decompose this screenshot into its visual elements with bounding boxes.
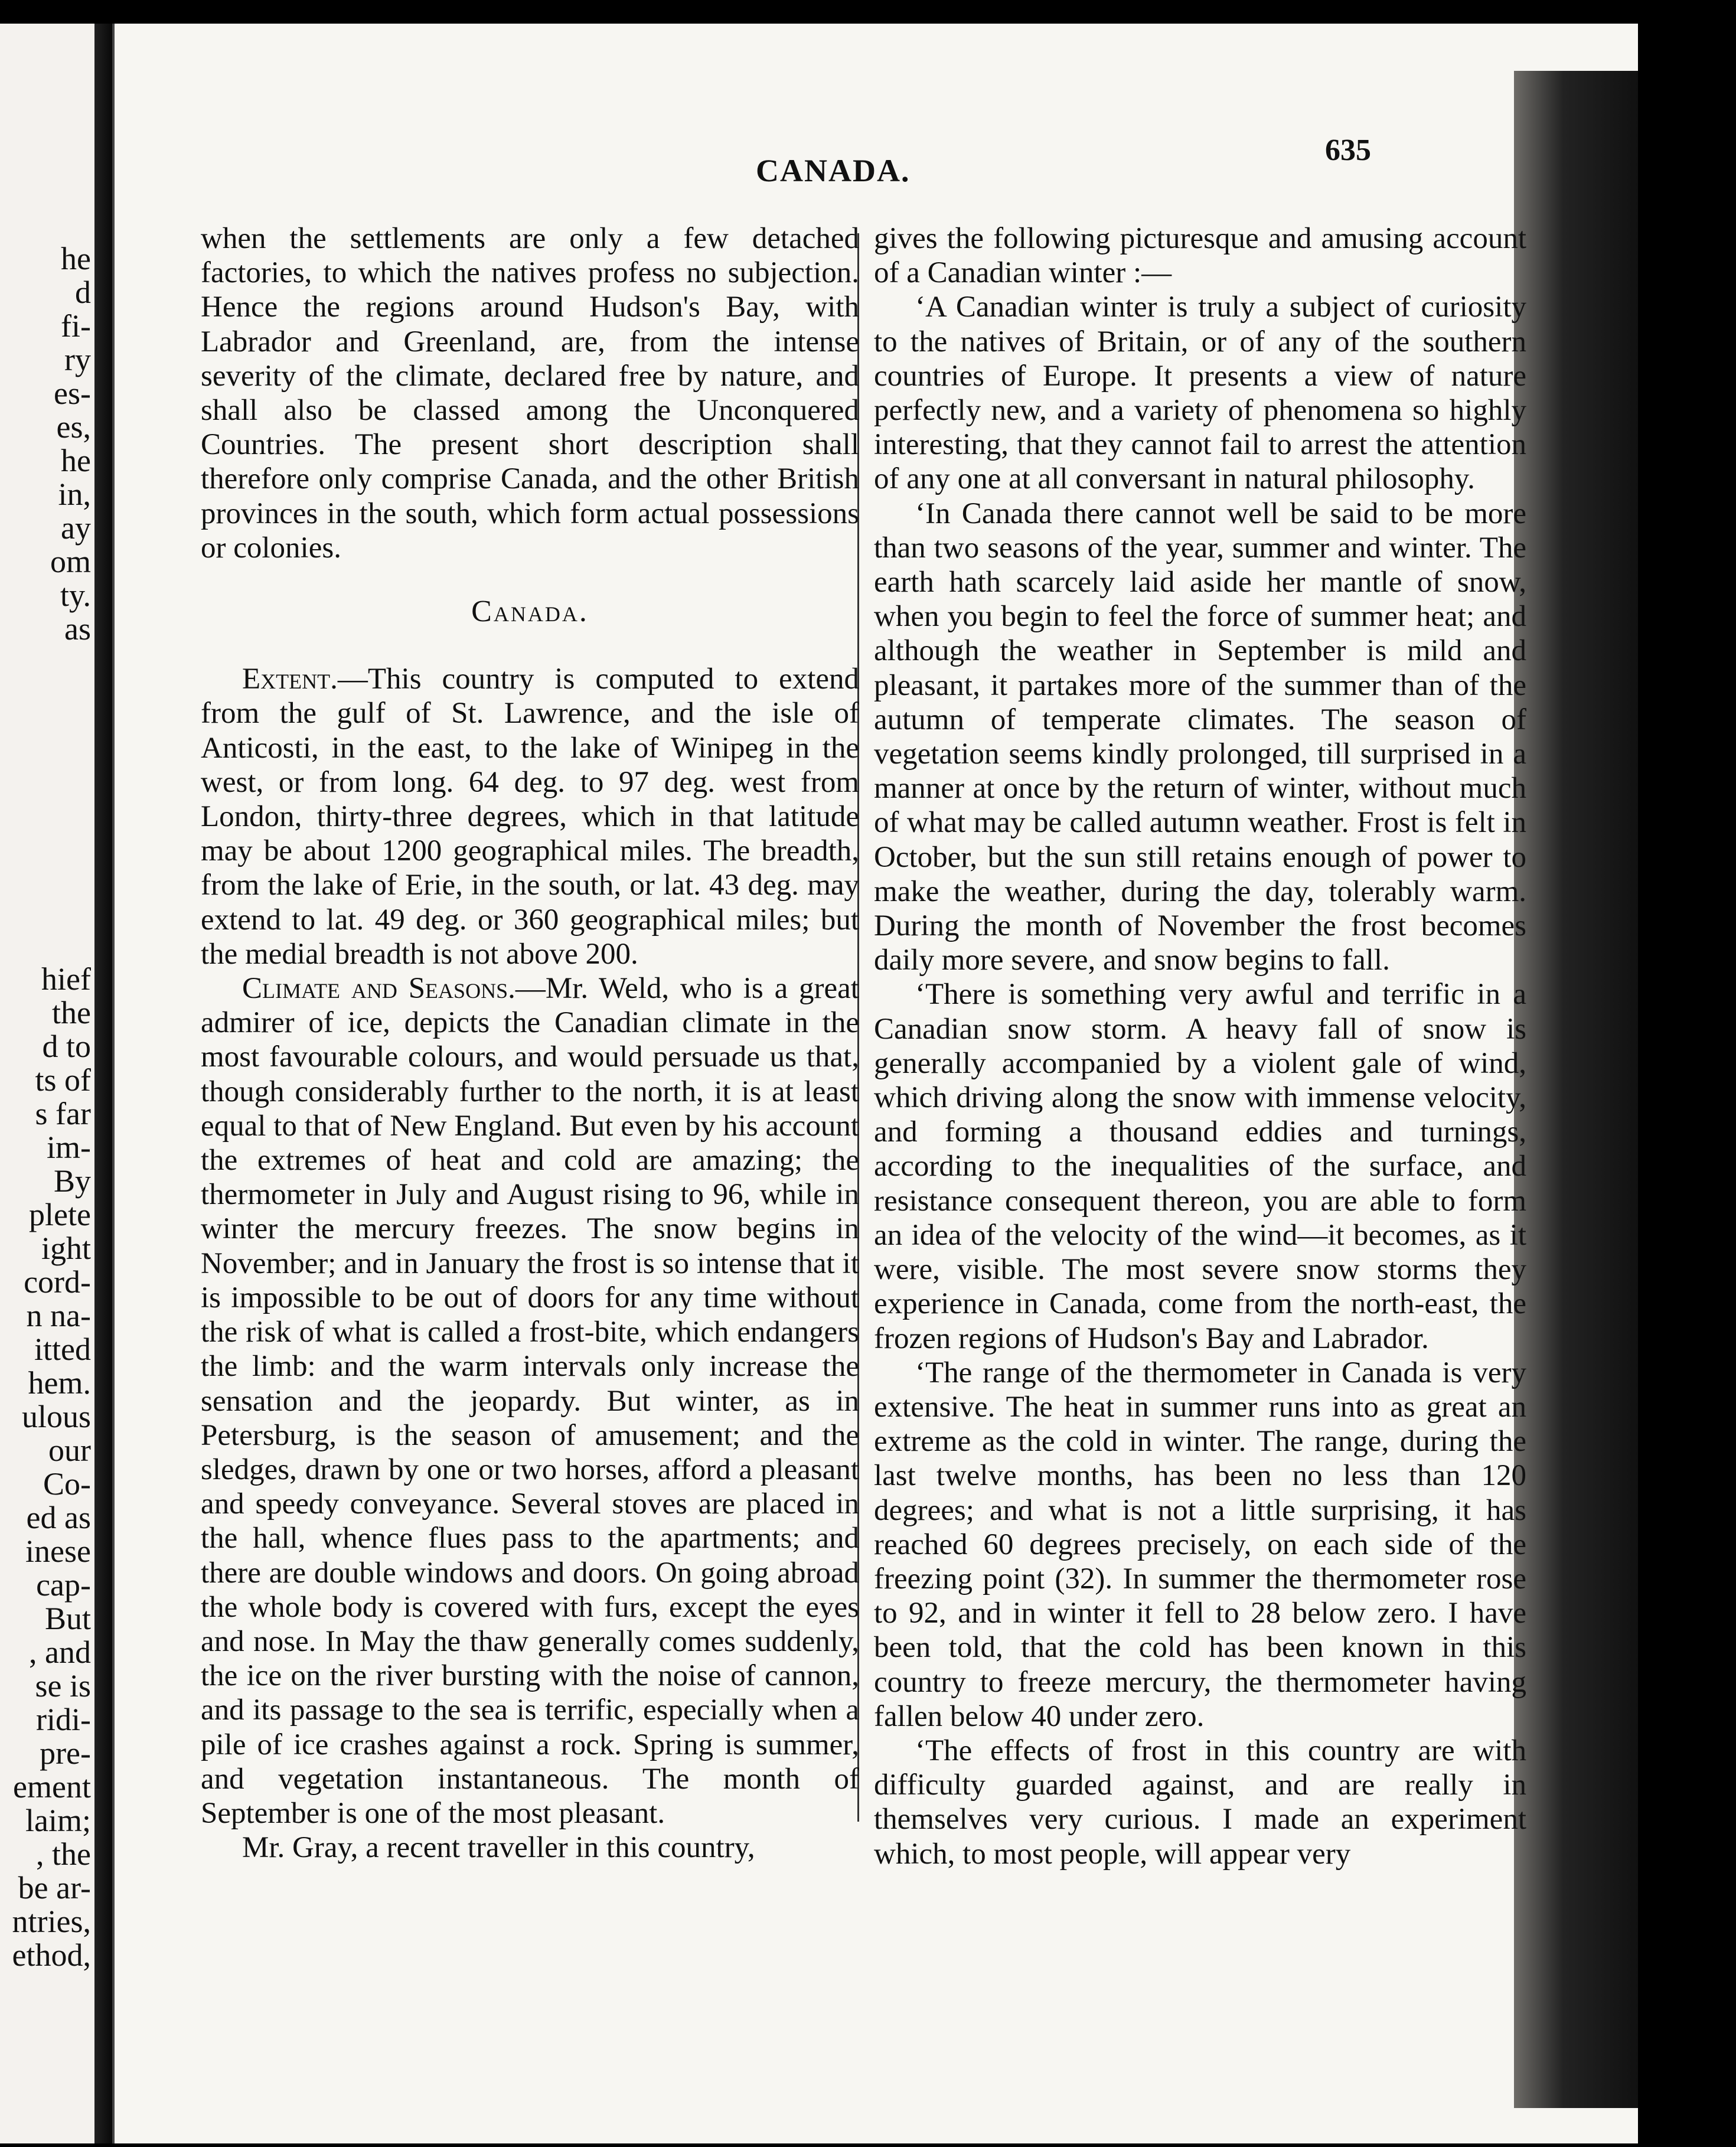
left-page-fragment-line: ed as: [26, 1500, 91, 1535]
left-page-fragment-line: ulous: [21, 1399, 91, 1434]
left-page-fragment-line: ement: [13, 1769, 91, 1805]
left-column: [201, 221, 859, 1865]
left-page-fragment-line: om: [50, 544, 91, 579]
quote-intro-paragraph: gives the following picturesque and amusing account of a Canadian winter :—: [874, 222, 1526, 290]
left-page-fragment-line: By: [53, 1163, 91, 1199]
left-page-fragment-line: But: [44, 1601, 91, 1636]
page-number: 635: [1325, 133, 1371, 167]
quote-paragraph-4: ‘The range of the thermometer in Canada is very extensive. The heat in summer runs into as great an extreme as the cold in winter. The range, during the last twelve months, has been no less than 120 degrees; and what is not a little surprising, it has reached 60 degrees precisely, on each side of the freezing point (32). In summer the thermometer rose to 92, and in winter it fell to 28 below zero. I have been told, that the cold has been known in this country to freeze mercury, the thermometer having fallen below 40 under zero.: [874, 1356, 1526, 1733]
left-page-fragment-line: plete: [29, 1197, 91, 1232]
right-column: [874, 221, 1526, 1871]
left-page-fragment-line: d: [75, 275, 91, 310]
left-page-fragment-line: our: [48, 1433, 91, 1468]
left-page-fragment-line: as: [64, 611, 91, 647]
left-page-fragment-line: cap-: [36, 1567, 91, 1603]
quote-paragraph-5: ‘The effects of frost in this country are with difficulty guarded against, and are really in themselves very curious. I made an experiment which, to most people, will appear very: [874, 1734, 1526, 1871]
left-page-fragment-line: s far: [35, 1096, 91, 1131]
left-page-fragment: [0, 24, 94, 2143]
extent-paragraph: [201, 662, 859, 971]
left-page-fragment-line: ridi-: [36, 1702, 91, 1737]
left-page-fragment-line: fi-: [61, 308, 91, 344]
left-page-fragment-line: es-: [54, 376, 91, 411]
left-page-fragment-line: ight: [41, 1231, 91, 1266]
page-edge-shadow: [1514, 71, 1638, 2108]
left-page-fragment-line: ntries,: [12, 1904, 91, 1939]
left-page-fragment-line: he: [61, 241, 91, 276]
running-head: CANADA.: [756, 153, 911, 188]
left-page-fragment-line: n na-: [26, 1298, 91, 1333]
extent-label: Extent.: [242, 663, 338, 696]
climate-label: Climate and Seasons.: [242, 972, 515, 1006]
left-page-fragment-line: pre-: [40, 1735, 91, 1771]
left-page-fragment-line: in,: [58, 477, 91, 512]
climate-paragraph: [201, 971, 859, 1831]
left-page-fragment-line: the: [52, 995, 91, 1030]
left-page-fragment-line: ts of: [35, 1062, 91, 1098]
left-page-fragment-line: ethod,: [12, 1937, 91, 1973]
intro-paragraph: when the settlements are only a few detached factories, to which the natives profess no subjection. Hence the regions around Hudson's Bay, with Labrador and Greenland, are, from the intense severity of the climate, declared free by nature, and shall also be classed among the Unconquered Countries. The present short description shall therefore only comprise Canada, and the other British provinces in the south, which form actual possessions or colonies.: [201, 222, 859, 565]
left-page-fragment-line: ry: [64, 342, 91, 377]
left-page-fragment-line: ay: [61, 510, 91, 546]
left-page-fragment-line: hief: [41, 961, 91, 997]
left-page-fragment-line: inese: [25, 1533, 91, 1569]
left-page-fragment-line: be ar-: [18, 1870, 91, 1905]
left-page-fragment-line: , the: [36, 1836, 91, 1872]
left-page-fragment-line: es,: [56, 409, 91, 445]
left-page-fragment-line: laim;: [25, 1803, 91, 1838]
quote-paragraph-1: ‘A Canadian winter is truly a subject of curiosity to the natives of Britain, or of any of the southern countries of Europe. It presents a view of nature perfectly new, and a variety of phenomena so highly interesting, that they cannot fail to arrest the attention of any one at all conversant in natural philosophy.: [874, 291, 1526, 496]
left-page-fragment-line: , and: [29, 1634, 91, 1670]
left-page-fragment-line: itted: [34, 1332, 91, 1367]
gray-paragraph: Mr. Gray, a recent traveller in this country,: [242, 1831, 755, 1865]
left-page-fragment-line: he: [61, 443, 91, 478]
left-page-fragment-line: cord-: [24, 1264, 91, 1300]
left-page-fragment-line: d to: [42, 1029, 91, 1064]
quote-paragraph-3: ‘There is something very awful and terrific in a Canadian snow storm. A heavy fall of snow is generally accompanied by a violent gale of wind, which driving along the snow with immense velocity, and forming a thousand eddies and turnings, according to the inequalities of the surface, and resistance consequent thereon, you are able to form an idea of the velocity of the wind—it becomes, as it were, visible. The most severe snow storms they experience in Canada, come from the north-east, the frozen regions of Hudson's Bay and Labrador.: [874, 978, 1526, 1355]
section-title: Canada.: [471, 595, 589, 629]
left-page-fragment-line: hem.: [28, 1365, 91, 1401]
left-page-text-lower: [12, 962, 91, 1972]
left-page-fragment-line: im-: [47, 1130, 91, 1165]
left-page-fragment-line: ty.: [60, 577, 91, 613]
extent-text: —This country is computed to extend from the gulf of St. Lawrence, and the isle of Anticosti, in the east, to the lake of Winipeg in the west, or from long. 64 deg. to 97 deg. west from London, thirty-three degrees, which in that latitude may be about 1200 geographical miles. The breadth, from the lake of Erie, in the south, or lat. 43 deg. may extend to lat. 49 deg. or 360 geographical miles; but the medial breadth is not above 200.: [201, 663, 859, 971]
left-page-fragment-line: Co-: [43, 1466, 91, 1502]
left-page-text-upper: [50, 242, 91, 646]
left-page-fragment-line: se is: [35, 1668, 91, 1704]
quote-paragraph-2: ‘In Canada there cannot well be said to be more than two seasons of the year, summer and winter. The earth hath scarcely laid aside her mantle of snow, when you begin to feel the force of summer heat; and although the weather in September is mild and pleasant, it partakes more of the summer than of the autumn of temperate climates. The season of vegetation seems kindly prolonged, till surprised in a manner at once by the return of winter, without much of what may be called autumn weather. Frost is felt in October, but the sun still retains enough of power to make the weather, during the day, tolerably warm. During the month of November the frost becomes daily more severe, and snow begins to fall.: [874, 497, 1526, 977]
climate-text: —Mr. Weld, who is a great admirer of ice, depicts the Canadian climate in the most favourable colours, and would persuade us that, though considerably further to the north, it is at least equal to that of New England. But even by his account the extremes of heat and cold are amazing; the thermometer in July and August rising to 96, while in winter the mercury freezes. The snow begins in November; and in January the frost is so intense that it is impossible to be out of doors for any time without the risk of what is called a frost-bite, which endangers the limb: and the warm intervals only increase the sensation and the jeopardy. But winter, as in Petersburg, is the season of amusement; and the sledges, drawn by one or two horses, afford a pleasant and speedy conveyance. Several stoves are placed in the hall, whence flues pass to the apartments; and there are double windows and doors. On going abroad the whole body is covered with furs, except the eyes and nose. In May the thaw generally comes suddenly, the ice on the river bursting with the noise of cannon, and its passage to the sea is terrific, especially when a pile of ice crashes against a rock. Spring is summer, and vegetation instantaneous. The month of September is one of the most pleasant.: [201, 972, 859, 1830]
